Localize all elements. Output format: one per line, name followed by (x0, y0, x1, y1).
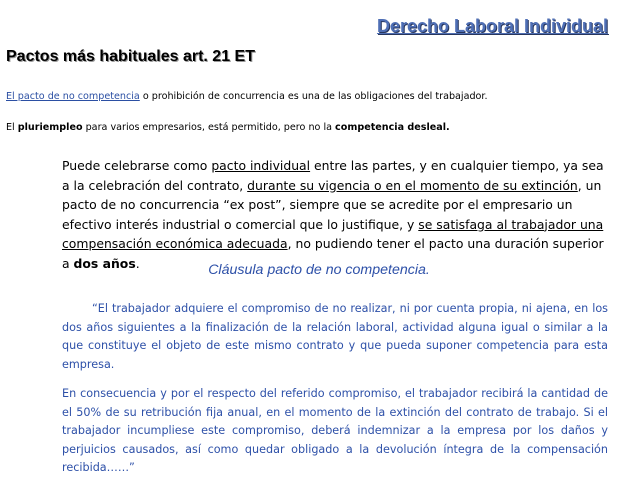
paragraph-text-1: Puede celebrarse como (62, 158, 212, 173)
paragraph-text-2: entre las partes, y en cualquier tiempo, ya sea a la celebración del contrato, (62, 158, 604, 193)
pluriempleo-term: pluriempleo (17, 122, 83, 133)
vigencia-phrase: durante su vigencia o en el momento de su extinción (247, 177, 578, 193)
pluriempleo-text-2: para varios empresarios, está permitido, pero no la (82, 122, 336, 133)
section-heading: Pactos más habituales art. 21 ET (6, 48, 255, 65)
paragraph-text-3: , un pacto de no concurrencia “ex post”, siempre que se acredite por el empresario un efectivo interés industrial o comercial que lo justifique, y (62, 177, 602, 232)
celebracion-paragraph (62, 156, 608, 274)
paragraph-text-5: . (135, 255, 140, 271)
pluriempleo-text-1: El (6, 122, 18, 133)
compensacion-phrase: se satisfaga al trabajador una compensación económica adecuada (62, 216, 604, 252)
pacto-individual-phrase: pacto individual (211, 158, 311, 173)
clause-title: Cláusula pacto de no competencia. (208, 262, 430, 278)
pluriempleo-line (6, 122, 450, 133)
pacto-no-competencia-link[interactable]: El pacto de no competencia (6, 91, 140, 102)
clause-quote-2: En consecuencia y por el respecto del referido compromiso, el trabajador recibirá la cantidad de el 50% de su retribución fija anual, en el momento de la extinción del contrato de trabajo. Si el trabajador incumpliese este compromiso, deberá indemnizar a la empresa por los daños y perjuicios causados, así como quedar obligado a la devolución íntegra de la compensación recibida……” (62, 387, 608, 475)
paragraph-text-4: , no pudiendo tener el pacto una duración superior a (62, 236, 604, 271)
competencia-desleal-term: competencia desleal. (335, 122, 450, 133)
clause-quote-1: “El trabajador adquiere el compromiso de no realizar, ni por cuenta propia, ni ajena, en los dos años siguientes a la finalización de la relación laboral, actividad alguna igual o similar a la que constituye el objeto de este mismo contrato y que pueda suponer competencia para esta empresa. (62, 302, 608, 371)
slide-title: Derecho Laboral Individual (376, 16, 608, 36)
dos-anos-term: dos años (73, 255, 136, 271)
definition-text: o prohibición de concurrencia es una de las obligaciones del trabajador. (139, 91, 488, 102)
definition-line (6, 91, 488, 102)
